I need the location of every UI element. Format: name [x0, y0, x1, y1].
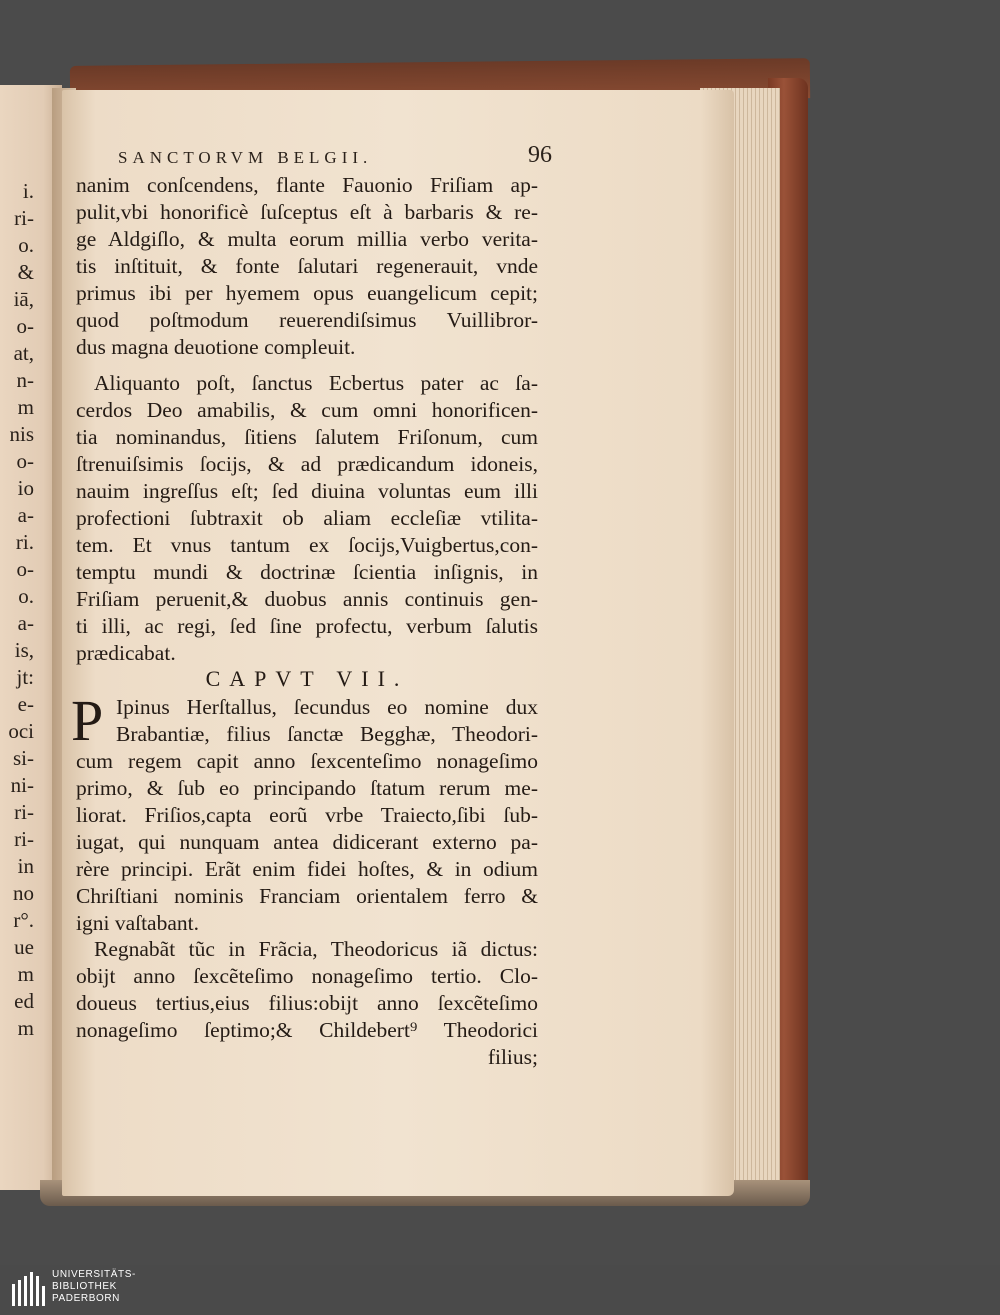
text-line: Friſiam peruenit,& duobus annis continuis gen-: [76, 587, 538, 611]
text-line: ge Aldgiſlo, & multa eorum millia verbo verita-: [76, 227, 538, 251]
library-name-line2: BIBLIOTHEK: [52, 1281, 117, 1292]
left-page-fragment: no: [13, 881, 34, 905]
text-line: ti illi, ac regi, ſed ſine profectu, verbum ſalutis: [76, 614, 538, 638]
left-page-fragment: a-: [17, 611, 34, 635]
left-page-fragment: o.: [18, 584, 34, 608]
text-line: Aliquanto poſt, ſanctus Ecbertus pater ac ſa-: [94, 371, 538, 395]
left-page-fragment: ue: [14, 935, 34, 959]
text-line: liorat. Friſios,capta eorũ vrbe Traiecto,ſibi ſub-: [76, 803, 538, 827]
left-page-fragment: si-: [13, 746, 34, 770]
left-page-fragment: jt:: [16, 665, 34, 689]
text-line: nonageſimo ſeptimo;& Childebert⁹ Theodorici: [76, 1018, 538, 1042]
text-line: quod poſtmodum reuerendiſsimus Vuillibror-: [76, 308, 538, 332]
chapter-heading: CAPVT VII.: [205, 666, 409, 691]
text-line: dus magna deuotione compleuit.: [76, 335, 356, 359]
text-line: primus ibi per hyemem opus euangelicum cepit;: [76, 281, 538, 305]
left-page-fragment: o-: [16, 557, 34, 581]
library-logo-icon: [12, 1272, 48, 1306]
page-number: 96: [528, 142, 552, 168]
text-line: doueus tertius,eius filius:obijt anno ſexcẽteſimo: [76, 991, 538, 1015]
text-line: Ipinus Herſtallus, ſecundus eo nomine dux: [116, 695, 538, 719]
left-page-fragment: ri-: [14, 827, 34, 851]
catchword: filius;: [487, 1045, 538, 1069]
left-page-text-fragments: [0, 178, 34, 1042]
left-page-fragment: is,: [14, 638, 34, 662]
text-line: nauim ingreſſus eſt; ſed diuina voluntas eum illi: [76, 479, 538, 503]
left-page-fragment: r°.: [13, 908, 34, 932]
text-line: tia nominandus, ſitiens ſalutem Friſonum, cum: [76, 425, 538, 449]
left-page-fragment: nis: [9, 422, 34, 446]
running-head-title: SANCTORVM BELGII.: [118, 148, 373, 167]
text-line: cerdos Deo amabilis, & cum omni honorificen-: [76, 398, 538, 422]
left-page-fragment: i.: [22, 179, 34, 203]
text-line: tem. Et vnus tantum ex ſocijs,Vuigbertus,con-: [76, 533, 538, 557]
text-line: cum regem capit anno ſexcenteſimo nonageſimo: [76, 749, 538, 773]
left-page-fragment: n-: [16, 368, 34, 392]
left-page-fragment: oci: [8, 719, 34, 743]
left-page-fragment: m: [17, 395, 34, 419]
drop-cap: P: [71, 688, 104, 753]
left-page-fragment: e-: [17, 692, 34, 716]
text-line: primo, & ſub eo principando ſtatum rerum me-: [76, 776, 538, 800]
text-line: prædicabat.: [76, 641, 176, 665]
left-page-fragment: m: [17, 962, 34, 986]
text-line: temptu mundi & doctrinæ ſcientia inſignis, in: [76, 560, 538, 584]
text-line: iugat, qui nunquam antea didicerant externo pa-: [76, 830, 538, 854]
left-page-fragment: o-: [16, 449, 34, 473]
library-footer: [0, 1265, 1000, 1315]
left-page-fragment: ri-: [14, 800, 34, 824]
text-line: tis inſtituit, & fonte ſalutari regenerauit, vnde: [76, 254, 538, 278]
left-page-fragment: ri.: [15, 530, 34, 554]
text-line: Regnabãt tũc in Frãcia, Theodoricus iã dictus:: [94, 937, 538, 961]
left-page-fragment: a-: [17, 503, 34, 527]
left-page-fragment: at,: [13, 341, 34, 365]
text-line: nanim conſcendens, flante Fauonio Friſiam ap-: [76, 173, 538, 197]
text-line: Chriſtiani nominis Franciam orientalem ferro &: [76, 884, 538, 908]
left-page-fragment: o-: [16, 314, 34, 338]
text-line: pulit,vbi honorificè ſuſceptus eſt à barbaris & re-: [76, 200, 538, 224]
left-page-fragment: &: [17, 260, 34, 284]
library-name-line3: PADERBORN: [52, 1293, 121, 1304]
text-line: rère principi. Erãt enim fidei hoſtes, & in odium: [76, 857, 538, 881]
left-page-fragment: o.: [18, 233, 34, 257]
left-page-fragment: ed: [14, 989, 34, 1013]
text-line: Brabantiæ, filius ſanctæ Begghæ, Theodori-: [116, 722, 538, 746]
library-name: [52, 1269, 136, 1305]
left-page-fragment: ni-: [10, 773, 34, 797]
left-page-fragment: ri-: [14, 206, 34, 230]
text-line: igni vaſtabant.: [76, 911, 199, 935]
left-page-fragment: io: [17, 476, 34, 500]
left-page-fragment: iā,: [13, 287, 34, 311]
text-line: obijt anno ſexcẽteſimo nonageſimo tertio. Clo-: [76, 964, 538, 988]
text-line: profectioni ſubtraxit ob aliam eccleſiæ vtilita-: [76, 506, 538, 530]
library-name-line1: UNIVERSITÄTS-: [52, 1269, 136, 1280]
text-line: ſtrenuiſsimis ſocijs, & ad prædicandum idoneis,: [76, 452, 538, 476]
running-head: [118, 142, 552, 168]
left-page-fragment: m: [17, 1016, 34, 1040]
left-page-fragment: in: [17, 854, 34, 878]
